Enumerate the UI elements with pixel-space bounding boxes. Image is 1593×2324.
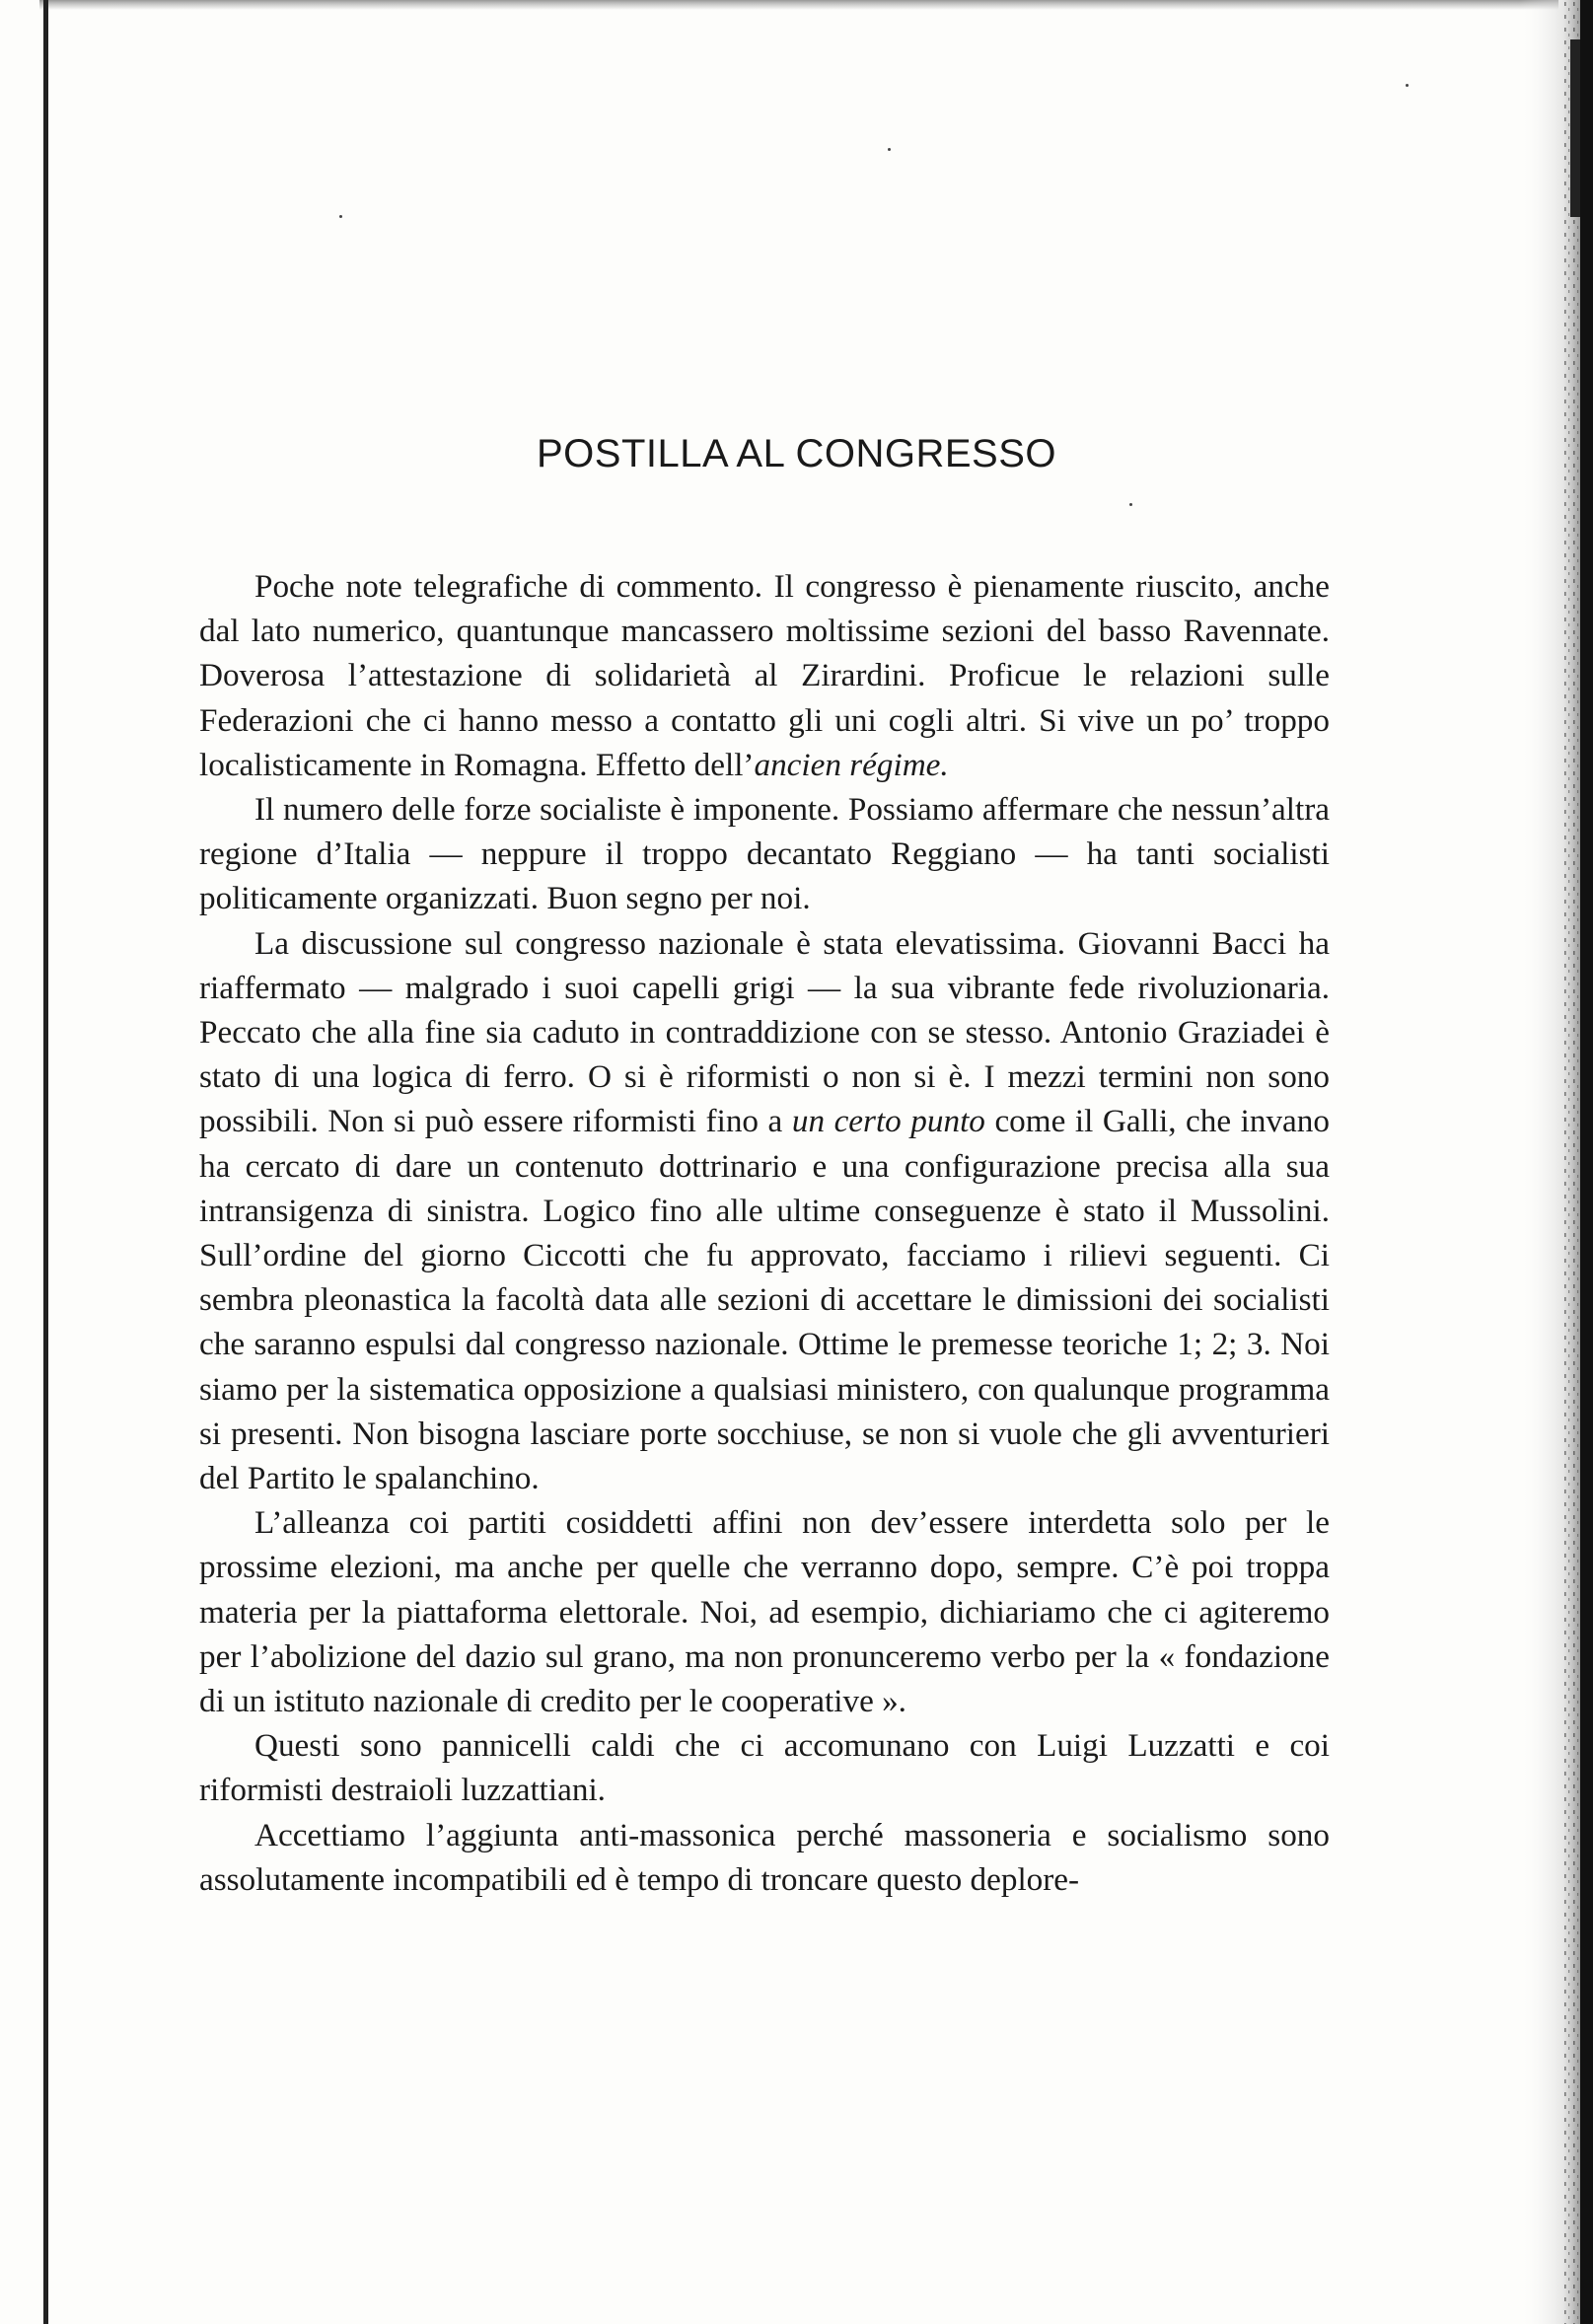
stray-mark	[339, 215, 342, 218]
stray-mark	[1406, 84, 1409, 87]
page-title: POSTILLA AL CONGRESSO	[537, 432, 1056, 475]
body-text	[199, 564, 1330, 1902]
paragraph	[199, 1723, 1330, 1812]
binding-shadow	[1519, 0, 1593, 2324]
stray-mark	[888, 148, 891, 151]
paragraph	[199, 787, 1330, 921]
scan-left-edge	[43, 0, 48, 2324]
italic-text: ancien régime.	[754, 746, 949, 783]
text-run: Poche note telegrafiche di commento. Il congresso è pienamente riuscito, anche dal lato numerico, quantunque mancassero moltissime sezioni del basso Ravennate. Doverosa l’attestazione di solidarietà al Zirardini. Proficue le relazioni sulle Federazioni che ci hanno messo a contatto gli uni cogli altri. Si vive un po’ troppo localisticamente in Romagna. Effetto dell’	[199, 568, 1330, 783]
text-run: Accettiamo l’aggiunta anti-massonica perché massoneria e socialismo sono assolutamente incompatibili ed è tempo di troncare questo deplore-	[199, 1816, 1330, 1898]
text-run: L’alleanza coi partiti cosiddetti affini non dev’essere interdetta solo per le prossime elezioni, ma anche per quelle che verranno dopo, sempre. C’è poi troppa materia per la piattaforma elettorale. Noi, ad esempio, dichiariamo che ci agiteremo per l’abolizione del dazio sul grano, ma non pronunceremo verbo per la « fondazione di un istituto nazionale di credito per le cooperative ».	[199, 1504, 1330, 1720]
text-run: Questi sono pannicelli caldi che ci accomunano con Luigi Luzzatti e coi riformisti destraioli luzzattiani.	[199, 1727, 1330, 1809]
text-run: come il Galli, che invano ha cercato di dare un contenuto dottrinario e una configurazione precisa alla sua intransigenza di sinistra. Logico fino alle ultime conseguenze è stato il Mussolini. Sull’ordine del giorno Ciccotti che fu approvato, facciamo i rilievi seguenti. Ci sembra pleonastica la facoltà data alle sezioni di accettare le dimissioni dei socialisti che saranno espulsi dal congresso nazionale. Ottime le premesse teoriche 1; 2; 3. Noi siamo per la sistematica opposizione a qualsiasi ministero, con qualunque programma si presenti. Non bisogna lasciare porte socchiuse, se non si vuole che gli avventurieri del Partito le spalanchino.	[199, 1103, 1330, 1497]
italic-text: un certo punto	[791, 1103, 985, 1140]
paragraph	[199, 921, 1330, 1501]
scan-top-edge	[39, 0, 1558, 10]
paragraph	[199, 564, 1330, 787]
text-run: Il numero delle forze socialiste è imponente. Possiamo affermare che nessun’altra regione d’Italia — neppure il troppo decantato Reggiano — ha tanti socialisti politicamente organizzati. Buon segno per noi.	[199, 791, 1330, 917]
stray-mark	[1129, 503, 1132, 506]
scan-right-edge	[1519, 0, 1593, 2324]
text-run: La discussione sul congresso nazionale è stata elevatissima. Giovanni Bacci ha riaffermato — malgrado i suoi capelli grigi — la sua vibrante fede rivoluzionaria. Peccato che alla fine sia caduto in contraddizione con se stesso. Antonio Graziadei è stato di una logica di ferro. O si è riformisti o non si è. I mezzi termini non sono possibili. Non si può essere riformisti fino a	[199, 924, 1330, 1140]
paragraph	[199, 1813, 1330, 1902]
paragraph	[199, 1500, 1330, 1723]
